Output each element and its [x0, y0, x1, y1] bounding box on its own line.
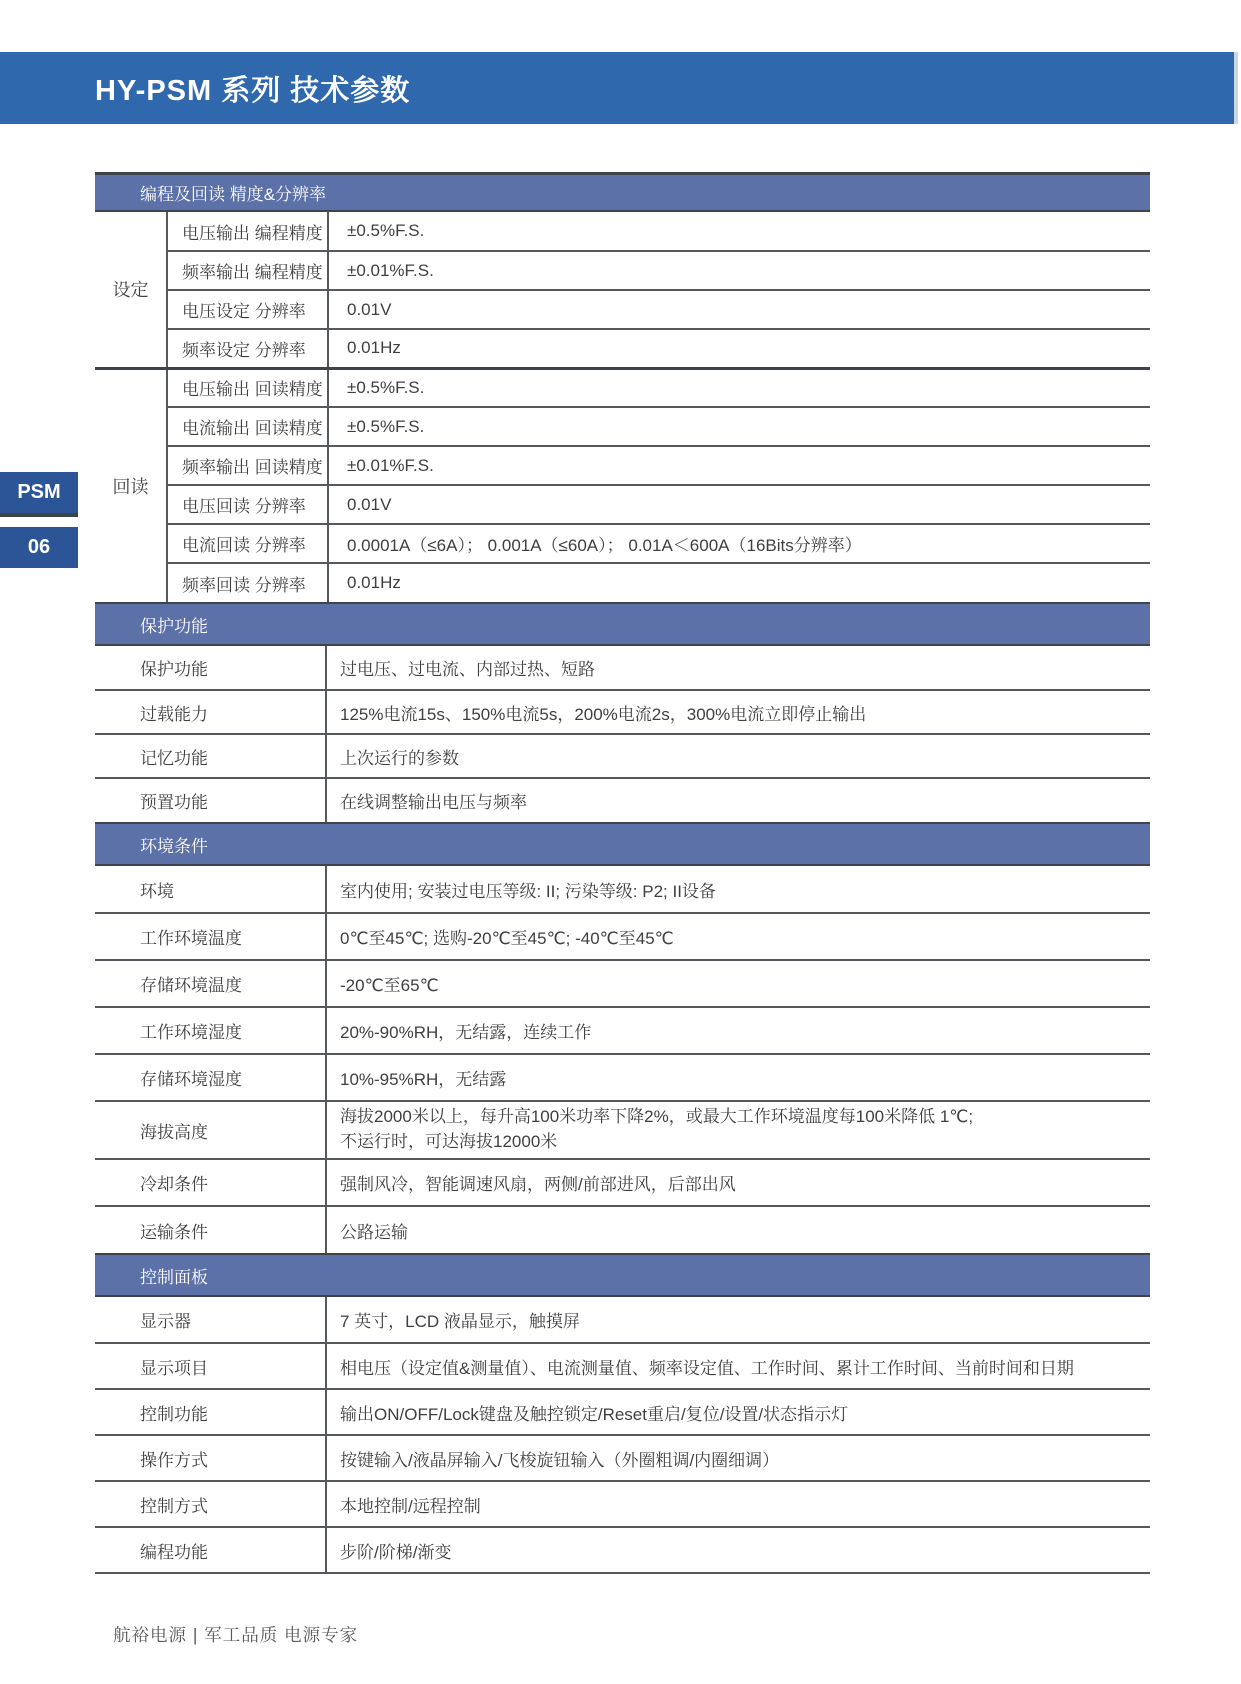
spec-value-line1: 海拔2000米以上，每升高100米功率下降2%，或最大工作环境温度每100米降低 1℃; — [340, 1107, 974, 1127]
spec-value: ±0.01%F.S. — [328, 251, 1150, 290]
spec-label: 编程功能 — [95, 1527, 326, 1573]
table-row — [95, 212, 1150, 251]
table-row — [95, 1435, 1150, 1481]
table-row — [95, 251, 1150, 290]
table-row — [95, 1206, 1150, 1253]
side-tab-page-number: 06 — [0, 527, 78, 568]
spec-value: 20%-90%RH，无结露，连续工作 — [326, 1007, 1150, 1054]
spec-value: 0.01Hz — [328, 329, 1150, 368]
table-row — [95, 734, 1150, 778]
table-row — [95, 290, 1150, 329]
table-environment — [95, 866, 1150, 1253]
section-header-protection — [95, 602, 1150, 646]
spec-value — [326, 1101, 1150, 1159]
table-protection — [95, 646, 1150, 822]
group-label-readback: 回读 — [95, 368, 167, 602]
table-row — [95, 1481, 1150, 1527]
spec-value: 输出ON/OFF/Lock键盘及触控锁定/Reset重启/复位/设置/状态指示灯 — [326, 1389, 1150, 1435]
table-row — [95, 446, 1150, 485]
spec-value: 7 英寸，LCD 液晶显示，触摸屏 — [326, 1297, 1150, 1343]
table-row — [95, 368, 1150, 407]
footer-tagline: 航裕电源 | 军工品质 电源专家 — [113, 1625, 359, 1645]
section-header-environment — [95, 822, 1150, 866]
spec-label: 存储环境温度 — [95, 960, 326, 1007]
spec-value: 0.01V — [328, 290, 1150, 329]
table-row — [95, 1101, 1150, 1159]
section-header-label: 控制面板 — [140, 1267, 208, 1287]
table-row — [95, 1389, 1150, 1435]
table-row — [95, 1343, 1150, 1389]
spec-label: 过载能力 — [95, 690, 326, 734]
spec-label: 工作环境温度 — [95, 913, 326, 960]
spec-label: 电压设定 分辨率 — [167, 290, 328, 329]
table-row — [95, 646, 1150, 690]
section-header-label: 保护功能 — [140, 616, 208, 636]
page-title: HY-PSM 系列 技术参数 — [95, 74, 411, 107]
spec-value: 强制风冷，智能调速风扇，两侧/前部进风，后部出风 — [326, 1159, 1150, 1206]
spec-value: 0.01V — [328, 485, 1150, 524]
spec-label: 显示项目 — [95, 1343, 326, 1389]
spec-label: 控制方式 — [95, 1481, 326, 1527]
section-header-programming-readback — [95, 172, 1150, 212]
spec-value: 125%电流15s、150%电流5s，200%电流2s，300%电流立即停止输出 — [326, 690, 1150, 734]
spec-label: 海拔高度 — [95, 1101, 326, 1159]
spec-label: 保护功能 — [95, 646, 326, 690]
spec-value: 10%-95%RH，无结露 — [326, 1054, 1150, 1101]
spec-value: 上次运行的参数 — [326, 734, 1150, 778]
spec-value: 本地控制/远程控制 — [326, 1481, 1150, 1527]
table-row — [95, 1007, 1150, 1054]
table-row — [95, 960, 1150, 1007]
spec-label: 预置功能 — [95, 778, 326, 822]
spec-value: 在线调整输出电压与频率 — [340, 793, 527, 812]
spec-value: 按键输入/液晶屏输入/飞梭旋钮输入（外圈粗调/内圈细调） — [326, 1435, 1150, 1481]
spec-value: 步阶/阶梯/渐变 — [326, 1527, 1150, 1573]
spec-label: 存储环境湿度 — [95, 1054, 326, 1101]
table-row — [95, 1159, 1150, 1206]
spec-label: 运输条件 — [95, 1206, 326, 1253]
table-row — [95, 690, 1150, 734]
spec-value: 过电压、过电流、内部过热、短路 — [326, 646, 1150, 690]
spec-label: 频率回读 分辨率 — [167, 563, 328, 602]
table-row — [95, 866, 1150, 913]
spec-label: 环境 — [95, 866, 326, 913]
spec-value: 公路运输 — [340, 1222, 408, 1242]
section-header-label: 环境条件 — [140, 836, 208, 856]
spec-value: 0.01Hz — [347, 573, 401, 592]
spec-value: ±0.5%F.S. — [328, 407, 1150, 446]
spec-value: ±0.01%F.S. — [328, 446, 1150, 485]
spec-value: ±0.5%F.S. — [328, 212, 1150, 251]
group-label-setting: 设定 — [95, 212, 167, 368]
table-control-panel — [95, 1297, 1150, 1574]
spec-label: 电流输出 回读精度 — [167, 407, 328, 446]
spec-value-line2: 不运行时，可达海拔12000米 — [340, 1132, 558, 1151]
spec-content — [95, 172, 1150, 1574]
spec-label: 显示器 — [95, 1297, 326, 1343]
table-row — [95, 407, 1150, 446]
spec-label: 频率设定 分辨率 — [167, 329, 328, 368]
section-header-label: 编程及回读 精度&分辨率 — [140, 185, 327, 204]
table-row — [95, 329, 1150, 368]
table-row — [95, 778, 1150, 822]
table-row — [95, 1297, 1150, 1343]
spec-label: 操作方式 — [95, 1435, 326, 1481]
spec-label: 冷却条件 — [95, 1159, 326, 1206]
spec-value: 室内使用; 安装过电压等级: II; 污染等级: P2; II设备 — [326, 866, 1150, 913]
spec-value: 0.0001A（≤6A）； 0.001A（≤60A）； 0.01A＜600A（16Bits分辨率） — [328, 524, 1150, 563]
spec-value: -20℃至65℃ — [326, 960, 1150, 1007]
spec-label: 电压输出 回读精度 — [167, 368, 328, 407]
table-row — [95, 485, 1150, 524]
side-tab-series: PSM — [0, 472, 78, 517]
spec-label: 频率输出 回读精度 — [167, 446, 328, 485]
table-row — [95, 563, 1150, 602]
spec-label: 频率输出 编程精度 — [167, 251, 328, 290]
title-banner — [0, 52, 1238, 124]
spec-label: 工作环境湿度 — [95, 1007, 326, 1054]
spec-label: 电流回读 分辨率 — [167, 524, 328, 563]
spec-label: 控制功能 — [95, 1389, 326, 1435]
section-header-control-panel — [95, 1253, 1150, 1297]
table-row — [95, 1527, 1150, 1573]
table-row — [95, 524, 1150, 563]
table-row — [95, 1054, 1150, 1101]
spec-label: 电压输出 编程精度 — [167, 212, 328, 251]
table-programming-readback — [95, 212, 1150, 602]
table-row — [95, 913, 1150, 960]
spec-label: 记忆功能 — [95, 734, 326, 778]
spec-value: ±0.5%F.S. — [328, 368, 1150, 407]
spec-value: 相电压（设定值&测量值）、电流测量值、频率设定值、工作时间、累计工作时间、当前时间和日期 — [326, 1343, 1150, 1389]
spec-value: 0℃至45℃; 选购-20℃至45℃; -40℃至45℃ — [326, 913, 1150, 960]
spec-label: 电压回读 分辨率 — [167, 485, 328, 524]
